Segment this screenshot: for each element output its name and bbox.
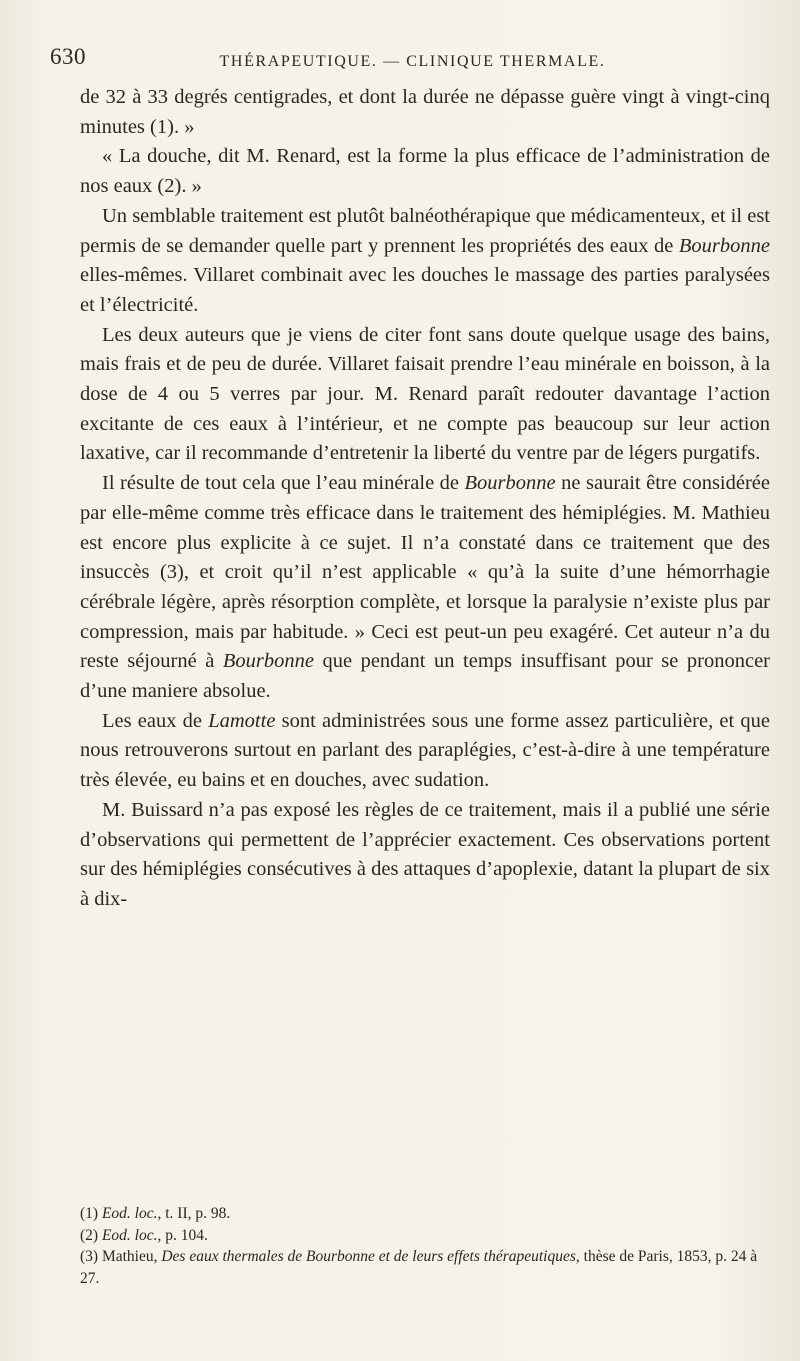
text-run: (3) Mathieu, — [80, 1248, 162, 1265]
text-run: Il résulte de tout cela que l’eau minérale de — [102, 472, 465, 495]
text-run: Les deux auteurs que je viens de citer font sans doute quelque usage des bains, mais frais et de peu de durée. Villaret faisait prendre l’eau minérale en boisson, à la dose de 4 ou 5 verres par jour. M. Renard paraît redouter davantage l’action excitante de ces eaux à l’intérieur, et ne compte pas beaucoup sur leur action laxative, car il recommande d’entretenir la liberté du ventre par de légers purgatifs. — [80, 323, 770, 465]
paragraph-p3 — [80, 202, 770, 321]
text-run: Un semblable traitement est plutôt balnéothérapique que médicamenteux, et il est permis de se demander quelle part y prennent les propriétés des eaux de — [80, 204, 770, 257]
text-run: que pendant un temps insuffisant pour se prononcer d’une maniere absolue. — [80, 650, 771, 703]
page-header — [50, 44, 750, 78]
text-run: Les eaux de — [102, 709, 209, 732]
page-number: 630 — [50, 44, 86, 69]
italic-text: Des eaux thermales de Bourbonne et de leurs effets thérapeutiques — [161, 1248, 576, 1265]
italic-text: Lamotte — [208, 709, 276, 732]
text-run: , thèse de Paris, 1853, p. 24 à 27. — [80, 1248, 758, 1287]
footnotes — [80, 1203, 770, 1289]
text-run: elles-mêmes. Villaret combinait avec les douches le massage des parties paralysées et l’électricité. — [80, 264, 770, 316]
italic-text: Bourbonne — [222, 650, 314, 673]
running-title: THÉRAPEUTIQUE. — CLINIQUE THERMALE. — [219, 53, 606, 70]
text-run: (1) — [80, 1205, 102, 1222]
text-run: , p. 104. — [157, 1226, 208, 1244]
paragraph-p2 — [80, 142, 770, 201]
text-run: , t. II, p. 98. — [157, 1205, 231, 1222]
text-run: M. Buissard n’a pas exposé les règles de ce traitement, mais il a publié une série d’observations qui permettent de l’apprécier exactement. Ces observations portent sur des hémiplégies consécutives à des attaques d’apoplexie, datant la plupart de six à dix- — [80, 798, 770, 910]
paragraph-p7 — [80, 796, 770, 915]
text-run: de 32 à 33 degrés centigrades, et dont la durée ne dépasse guère vingt à vingt-cinq minutes (1). » — [80, 86, 770, 138]
paragraph-p4 — [80, 321, 770, 470]
italic-text: Bourbonne — [678, 234, 770, 257]
footnote-fn1 — [80, 1203, 770, 1225]
footnote-fn3 — [80, 1246, 770, 1289]
paragraph-p5 — [80, 469, 770, 707]
italic-text: Eod. loc. — [101, 1205, 158, 1222]
paragraph-p6 — [80, 707, 770, 796]
main-text — [80, 83, 770, 915]
italic-text: Eod. loc. — [101, 1226, 158, 1244]
text-run: ne saurait être considérée par elle-même comme très efficace dans le traitement des hémiplégies. M. Mathieu est encore plus explicite à ce sujet. Il n’a constaté dans ce traitement que des insuccès (3), et croit qu’il n’est applicable « qu’à la suite d’une hémorrhagie cérébrale légère, après résorption complète, et lorsque la paralysie n’existe plus par compression, mais par habitude. » Ceci est peut-un peu exagéré. Cet auteur n’a du reste séjourné à — [80, 472, 770, 673]
text-run: (2) — [80, 1226, 102, 1244]
text-run: « La douche, dit M. Renard, est la forme la plus efficace de l’administration de nos eaux (2). » — [80, 145, 770, 198]
italic-text: Bourbonne — [464, 472, 556, 495]
paragraph-p1 — [80, 83, 770, 142]
footnote-fn2 — [80, 1225, 770, 1247]
text-run: sont administrées sous une forme assez particulière, et que nous retrouverons surtout en parlant des paraplégies, c’est-à-dire à une température très élevée, eu bains et en douches, avec sudation. — [80, 709, 770, 792]
